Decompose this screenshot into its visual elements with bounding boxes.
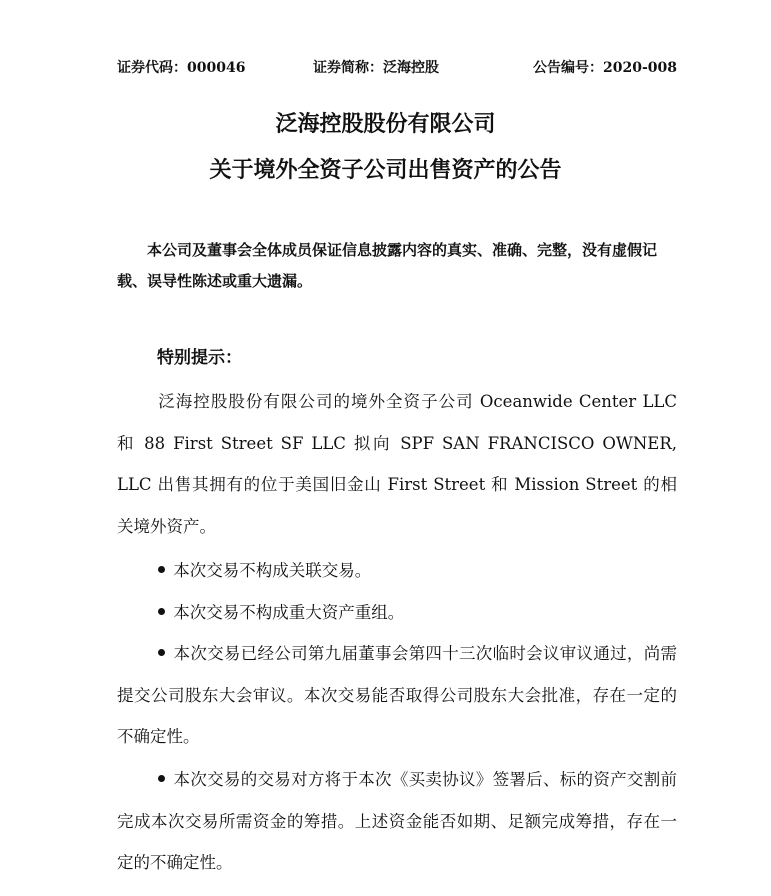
bullet-dot-icon [158,649,165,656]
bullet-item [117,759,677,884]
announcement-header [117,58,677,78]
special-notice-heading: 特别提示： [157,348,242,368]
bullet-text: 本次交易不构成重大资产重组。 [173,603,405,622]
bullet-text: 本次交易已经公司第九届董事会第四十三次临时会议审议通过，尚需提交公司股东大会审议。本次交易能否取得公司股东大会批准，存在一定的不确定性。 [117,644,677,746]
bullet-text: 本次交易不构成关联交易。 [173,561,372,580]
company-title: 泛海控股股份有限公司 [275,111,496,137]
bullet-dot-icon [158,775,165,782]
stock-code: 证券代码：000046 [117,60,246,76]
stock-abbreviation: 证券简称：泛海控股 [313,60,439,76]
bullet-item [117,633,677,758]
announcement-number: 公告编号：2020-008 [533,60,677,76]
bullet-item [117,592,677,634]
special-notice-intro: 泛海控股股份有限公司的境外全资子公司 Oceanwide Center LLC 和 88 First Street SF LLC 拟向 SPF SAN FRANCISCO OWNER, LLC 出售其拥有的位于美国旧金山 First Street 和 Mission Street 的相关境外资产。 [117,392,677,536]
board-statement: 本公司及董事会全体成员保证信息披露内容的真实、准确、完整，没有虚假记载、误导性陈述或重大遗漏。 [117,241,658,290]
bullet-dot-icon [158,608,165,615]
announcement-title: 关于境外全资子公司出售资产的公告 [209,157,562,183]
bullet-text: 本次交易的交易对方将于本次《买卖协议》签署后、标的资产交割前完成本次交易所需资金的筹措。上述资金能否如期、足额完成筹措，存在一定的不确定性。 [117,770,677,872]
bullet-dot-icon [158,566,165,573]
bullet-item [117,550,677,592]
